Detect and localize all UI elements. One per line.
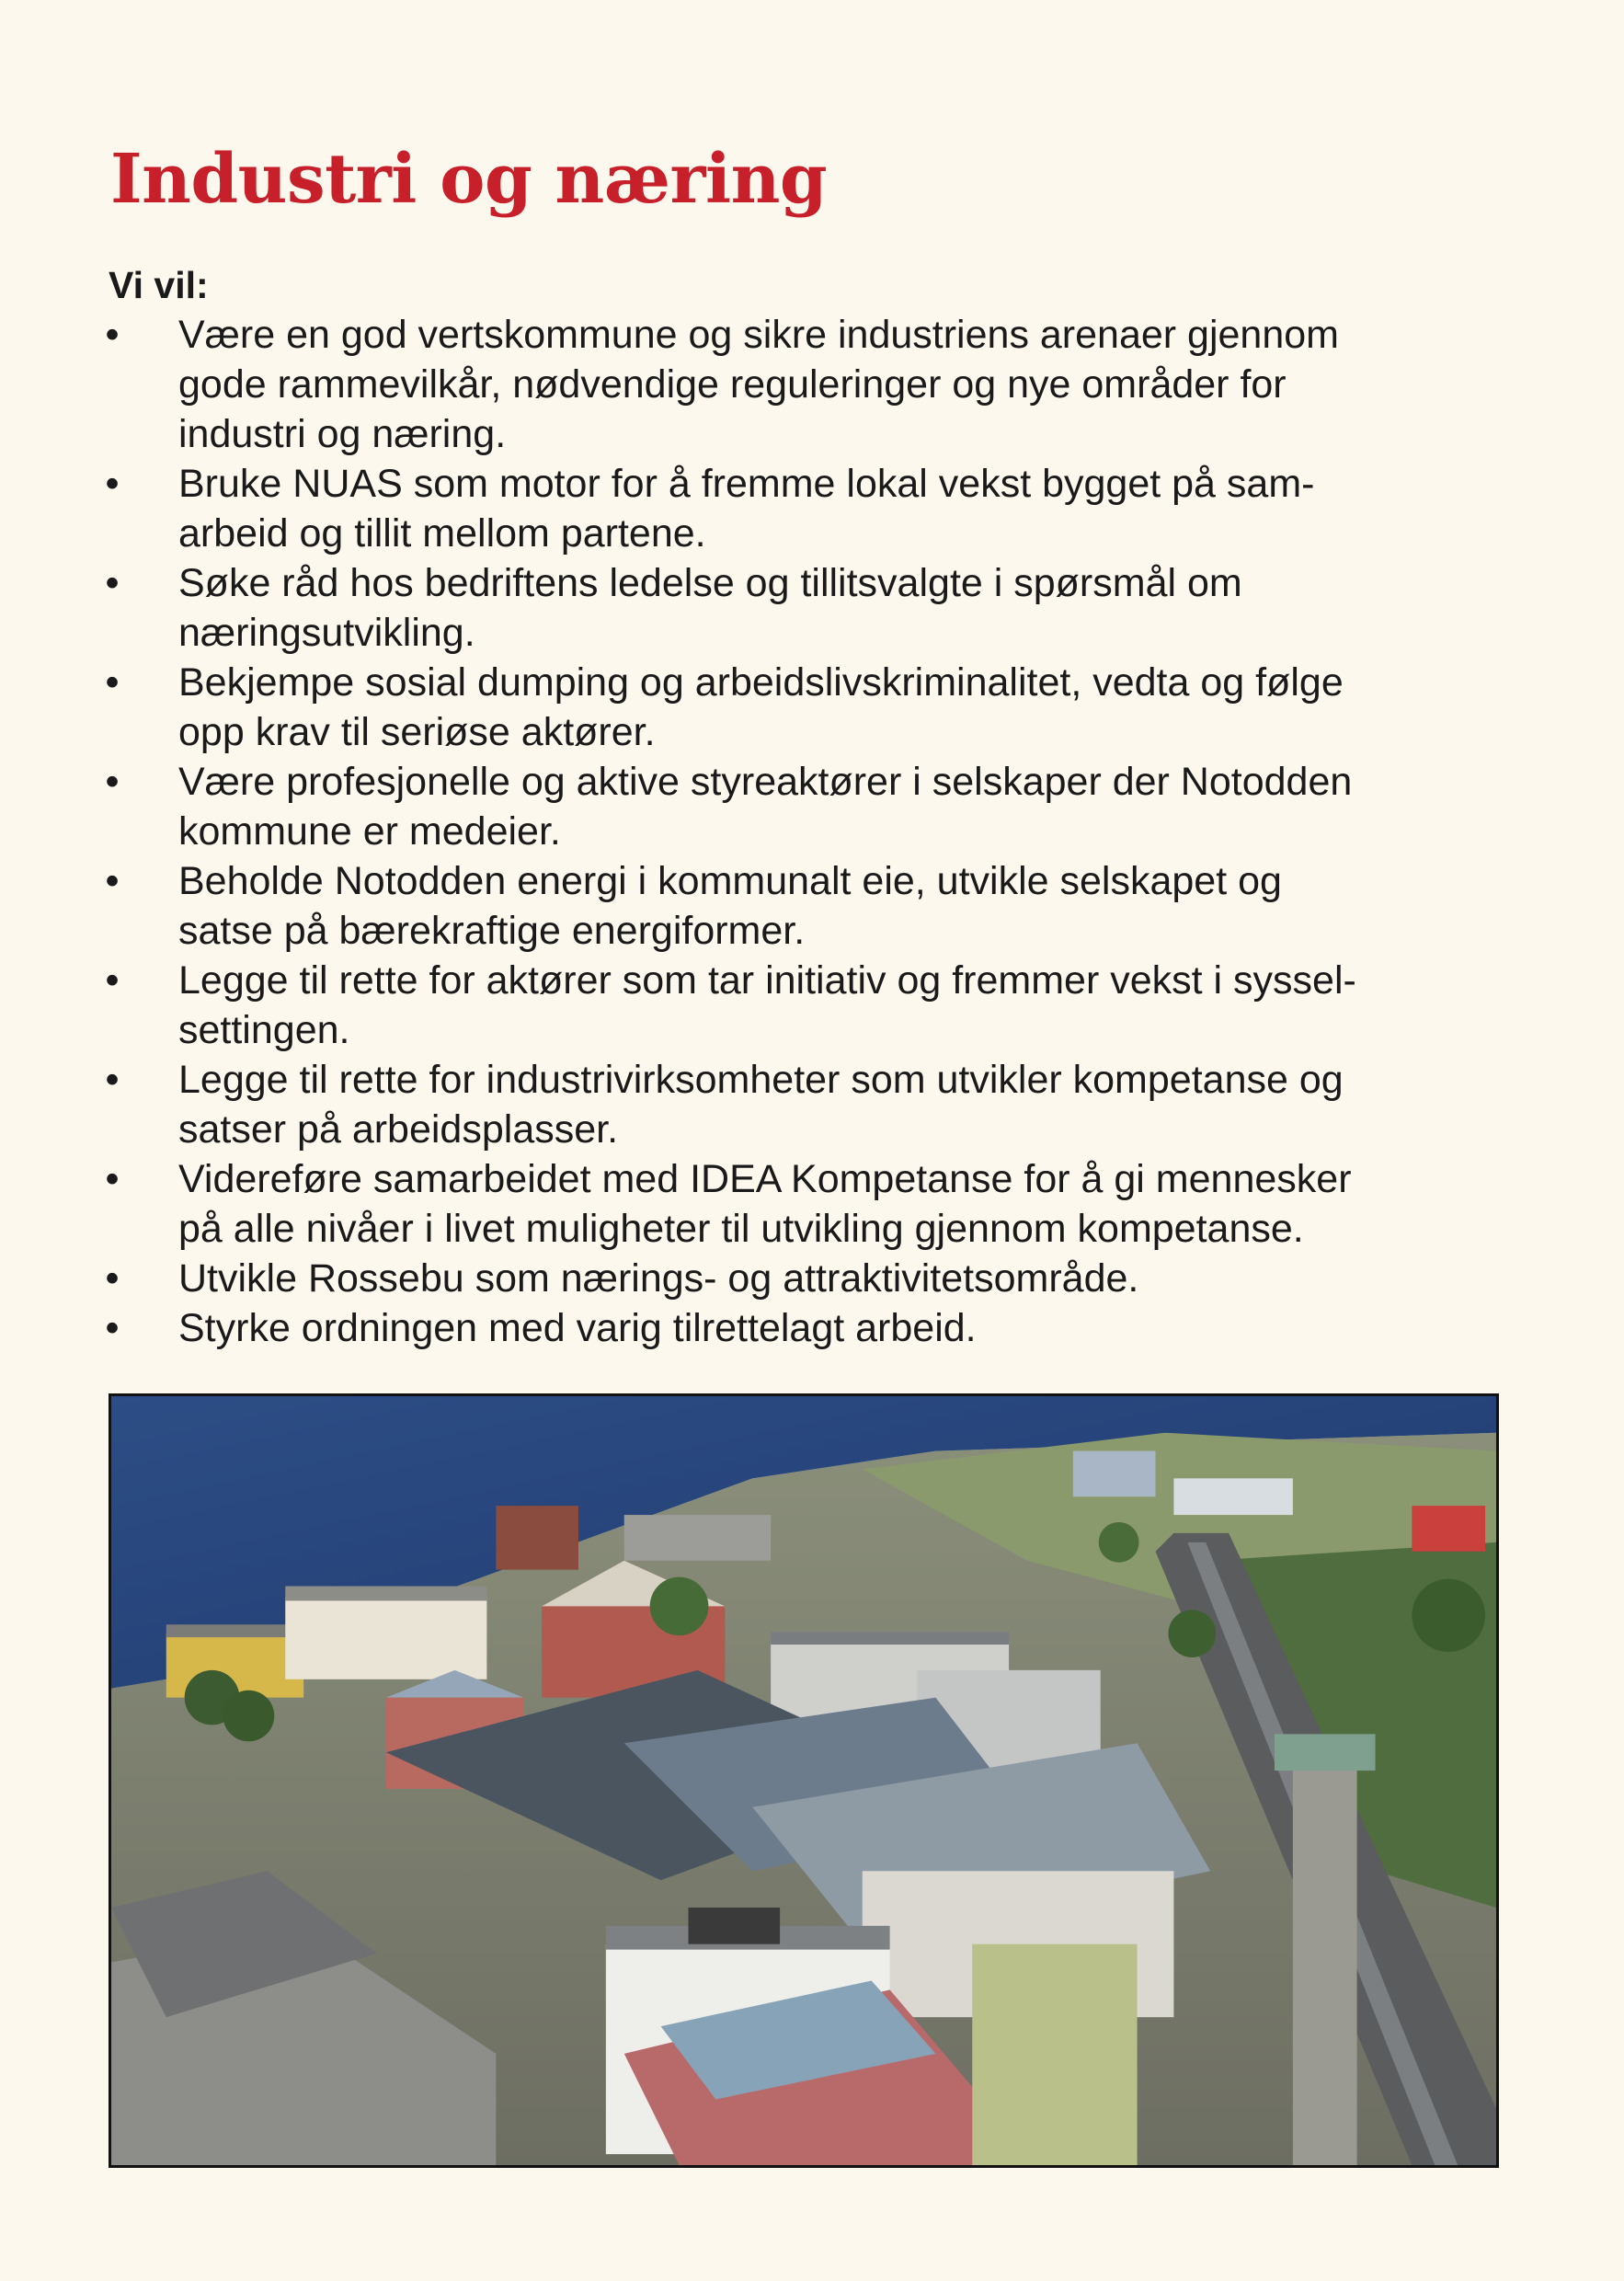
goal-item [103,1055,1538,1154]
bullet-marker: • [105,958,120,1003]
goal-item [103,459,1538,558]
bullet-marker: • [105,859,120,903]
bullet-marker: • [105,313,120,357]
goal-item [103,956,1538,1055]
intro-label: Vi vil: [109,264,209,306]
bullet-marker: • [105,561,120,605]
goal-text: Beholde Notodden energi i kommunalt eie, utvikle selskapet og satse på bærekraftige energiformer. [178,859,1282,953]
goal-text: Utvikle Rossebu som nærings- og attraktivitetsområde. [178,1256,1139,1301]
goal-text: Styrke ordningen med varig tilrettelagt arbeid. [178,1306,977,1350]
bullet-marker: • [105,1306,120,1350]
bullet-marker: • [105,1157,120,1201]
goal-text: Bruke NUAS som motor for å fremme lokal vekst bygget på sam- arbeid og tillit mellom partene. [178,462,1315,556]
goal-text: Være en god vertskommune og sikre industriens arenaer gjennom gode rammevilkår, nødvendige reguleringer og nye områder for industri og næring. [178,313,1339,456]
goal-item [103,1303,1538,1353]
bullet-marker: • [105,1058,120,1102]
bullet-marker: • [105,660,120,705]
goal-text: Være profesjonelle og aktive styreaktører i selskaper der Notodden kommune er medeier. [178,760,1353,854]
goal-item [103,856,1538,956]
goal-item [103,1254,1538,1303]
page-title: Industri og næring [110,140,828,219]
aerial-photo-illustration [111,1396,1496,2165]
goal-text: Legge til rette for industrivirksomheter som utvikler kompetanse og satser på arbeidsplasser. [178,1058,1344,1152]
goal-text: Søke råd hos bedriftens ledelse og tillitsvalgte i spørsmål om næringsutvikling. [178,561,1242,655]
bullet-marker: • [105,760,120,804]
goal-item [103,558,1538,658]
goals-list [103,310,1538,1353]
bullet-marker: • [105,1256,120,1301]
goal-item [103,757,1538,856]
goal-item [103,1154,1538,1254]
bullet-marker: • [105,462,120,506]
goal-text: Videreføre samarbeidet med IDEA Kompetanse for å gi mennesker på alle nivåer i livet muligheter til utvikling gjennom kompetanse. [178,1157,1352,1251]
industrial-area-aerial-photo [109,1393,1499,2168]
goal-item [103,658,1538,757]
goal-text: Legge til rette for aktører som tar initiativ og fremmer vekst i syssel- settingen. [178,958,1356,1052]
goal-text: Bekjempe sosial dumping og arbeidslivskriminalitet, vedta og følge opp krav til seriøse aktører. [178,660,1344,754]
goal-item [103,310,1538,459]
